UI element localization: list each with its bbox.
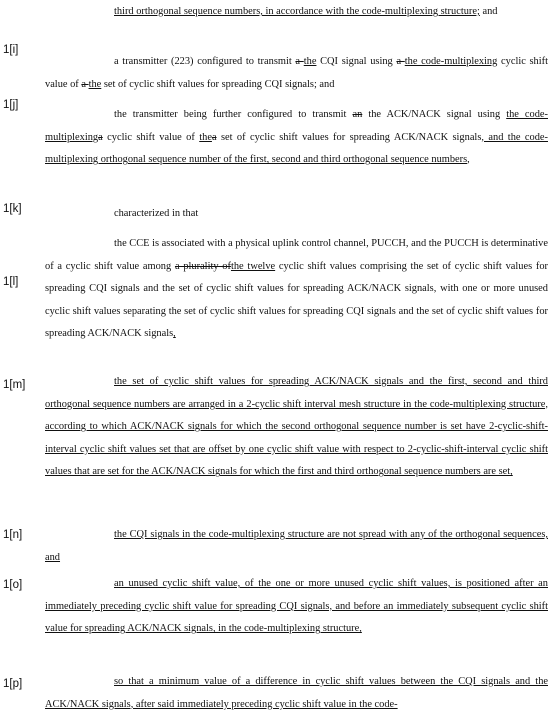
claim-label-1k: 1[k] [3,203,22,215]
claim-text-1o [45,573,548,641]
claim-text-1i [45,51,548,96]
claim-text-segment: set of cyclic shift values for spreading ACK/NACK signals [216,131,482,143]
claim-text-1p [45,671,548,716]
inserted-text: third orthogonal sequence numbers, in accordance with the code-multiplexing structure; [114,6,480,17]
claim-text-1j [45,104,548,172]
claim-label-1i: 1[i] [3,44,19,56]
deleted-text: a plurality of [174,260,231,272]
claim-text-segment: cyclic shift value of [102,131,200,143]
inserted-text: the [88,78,102,90]
claim-text-segment: the transmitter being further configured to transmit [114,109,353,120]
claim-text-segment: cyclic shift values comprising the set of cyclic shift values for spreading CQI signals and the set of cyclic shift values for spreading ACK/NACK signals, with one or more unused cyclic shift values separating the set of cyclic shift values for spreading CQI signals and the set of cyclic shift values for spreading ACK/NACK signals [45,260,549,340]
claim-label-1p: 1[p] [3,678,23,690]
inserted-text: an unused cyclic shift value, of the one or more unused cyclic shift values, is positioned after an immediately preceding cyclic shift value for spreading CQI signals, and before an immediately subsequent cyclic shift value for spreading ACK/NACK signals, in the code-multiplexing structure, [45,578,548,635]
claim-text-segment: characterized in that [114,208,199,219]
deleted-text: a [81,78,89,90]
claim-label-1m: 1[m] [3,379,26,391]
claim-text-continuation [114,1,548,24]
claim-text-segment: a transmitter (223) configured to transmit [114,56,296,67]
claim-text-segment: , [467,154,470,166]
claim-text-segment: set of cyclic shift values for spreading CQI signals; and [101,78,335,90]
claim-label-1o: 1[o] [3,579,23,591]
inserted-text: the CQI signals in the code-multiplexing structure are not spread with any of the orthogonal sequences, and [45,529,548,563]
inserted-text: , and the code-multiplexing orthogonal sequence number of the first, second and third orthogonal sequence numbers [45,131,548,166]
deleted-text: a [396,56,405,67]
claim-text-1m [45,371,548,484]
claim-text-segment: the ACK/NACK signal using [362,109,507,120]
inserted-text: the code-multiplexing [45,109,548,143]
inserted-text: , [173,328,176,340]
claim-text-1n [45,524,548,569]
inserted-text: the set of cyclic shift values for spreading ACK/NACK signals and the first, second and third orthogonal sequence numbers are arranged in a 2-cyclic shift interval mesh structure in the code-multiplexing structure, according to which ACK/NACK signals for which the second orthogonal sequence number is set have 2-cyclic-shift-interval cyclic shift values set that are offset by one cyclic shift value with respect to 2-cyclic-shift-interval cyclic shift values that are set for the ACK/NACK signals for which the first and third orthogonal sequence numbers are set, [45,376,548,478]
claim-label-1n: 1[n] [3,529,23,541]
claim-text-segment: and [479,6,498,17]
deleted-text: a [211,131,217,143]
claim-text-segment: the CCE is associated with a physical uplink control channel, PUCCH, and the PUCCH is determinative of a cyclic shift value among [45,238,548,272]
deleted-text: a [295,56,304,67]
inserted-text: the [303,56,317,67]
claim-text-1l [45,233,548,346]
deleted-text: a [98,131,103,143]
claim-text-1k [45,203,548,226]
claim-label-1l: 1[l] [3,276,19,288]
inserted-text: the code-multiplexing [404,56,498,67]
inserted-text: the [199,131,212,143]
inserted-text: the twelve [230,260,276,272]
claim-text-segment: cyclic shift value of [45,56,548,90]
deleted-text: an [352,109,363,120]
inserted-text: so that a minimum value of a difference in cyclic shift values between the CQI signals and the ACK/NACK signals, after said immediately preceding cyclic shift value in the code- [45,676,548,710]
claim-text-segment: CQI signal using [316,56,397,67]
claim-label-1j: 1[j] [3,99,19,111]
